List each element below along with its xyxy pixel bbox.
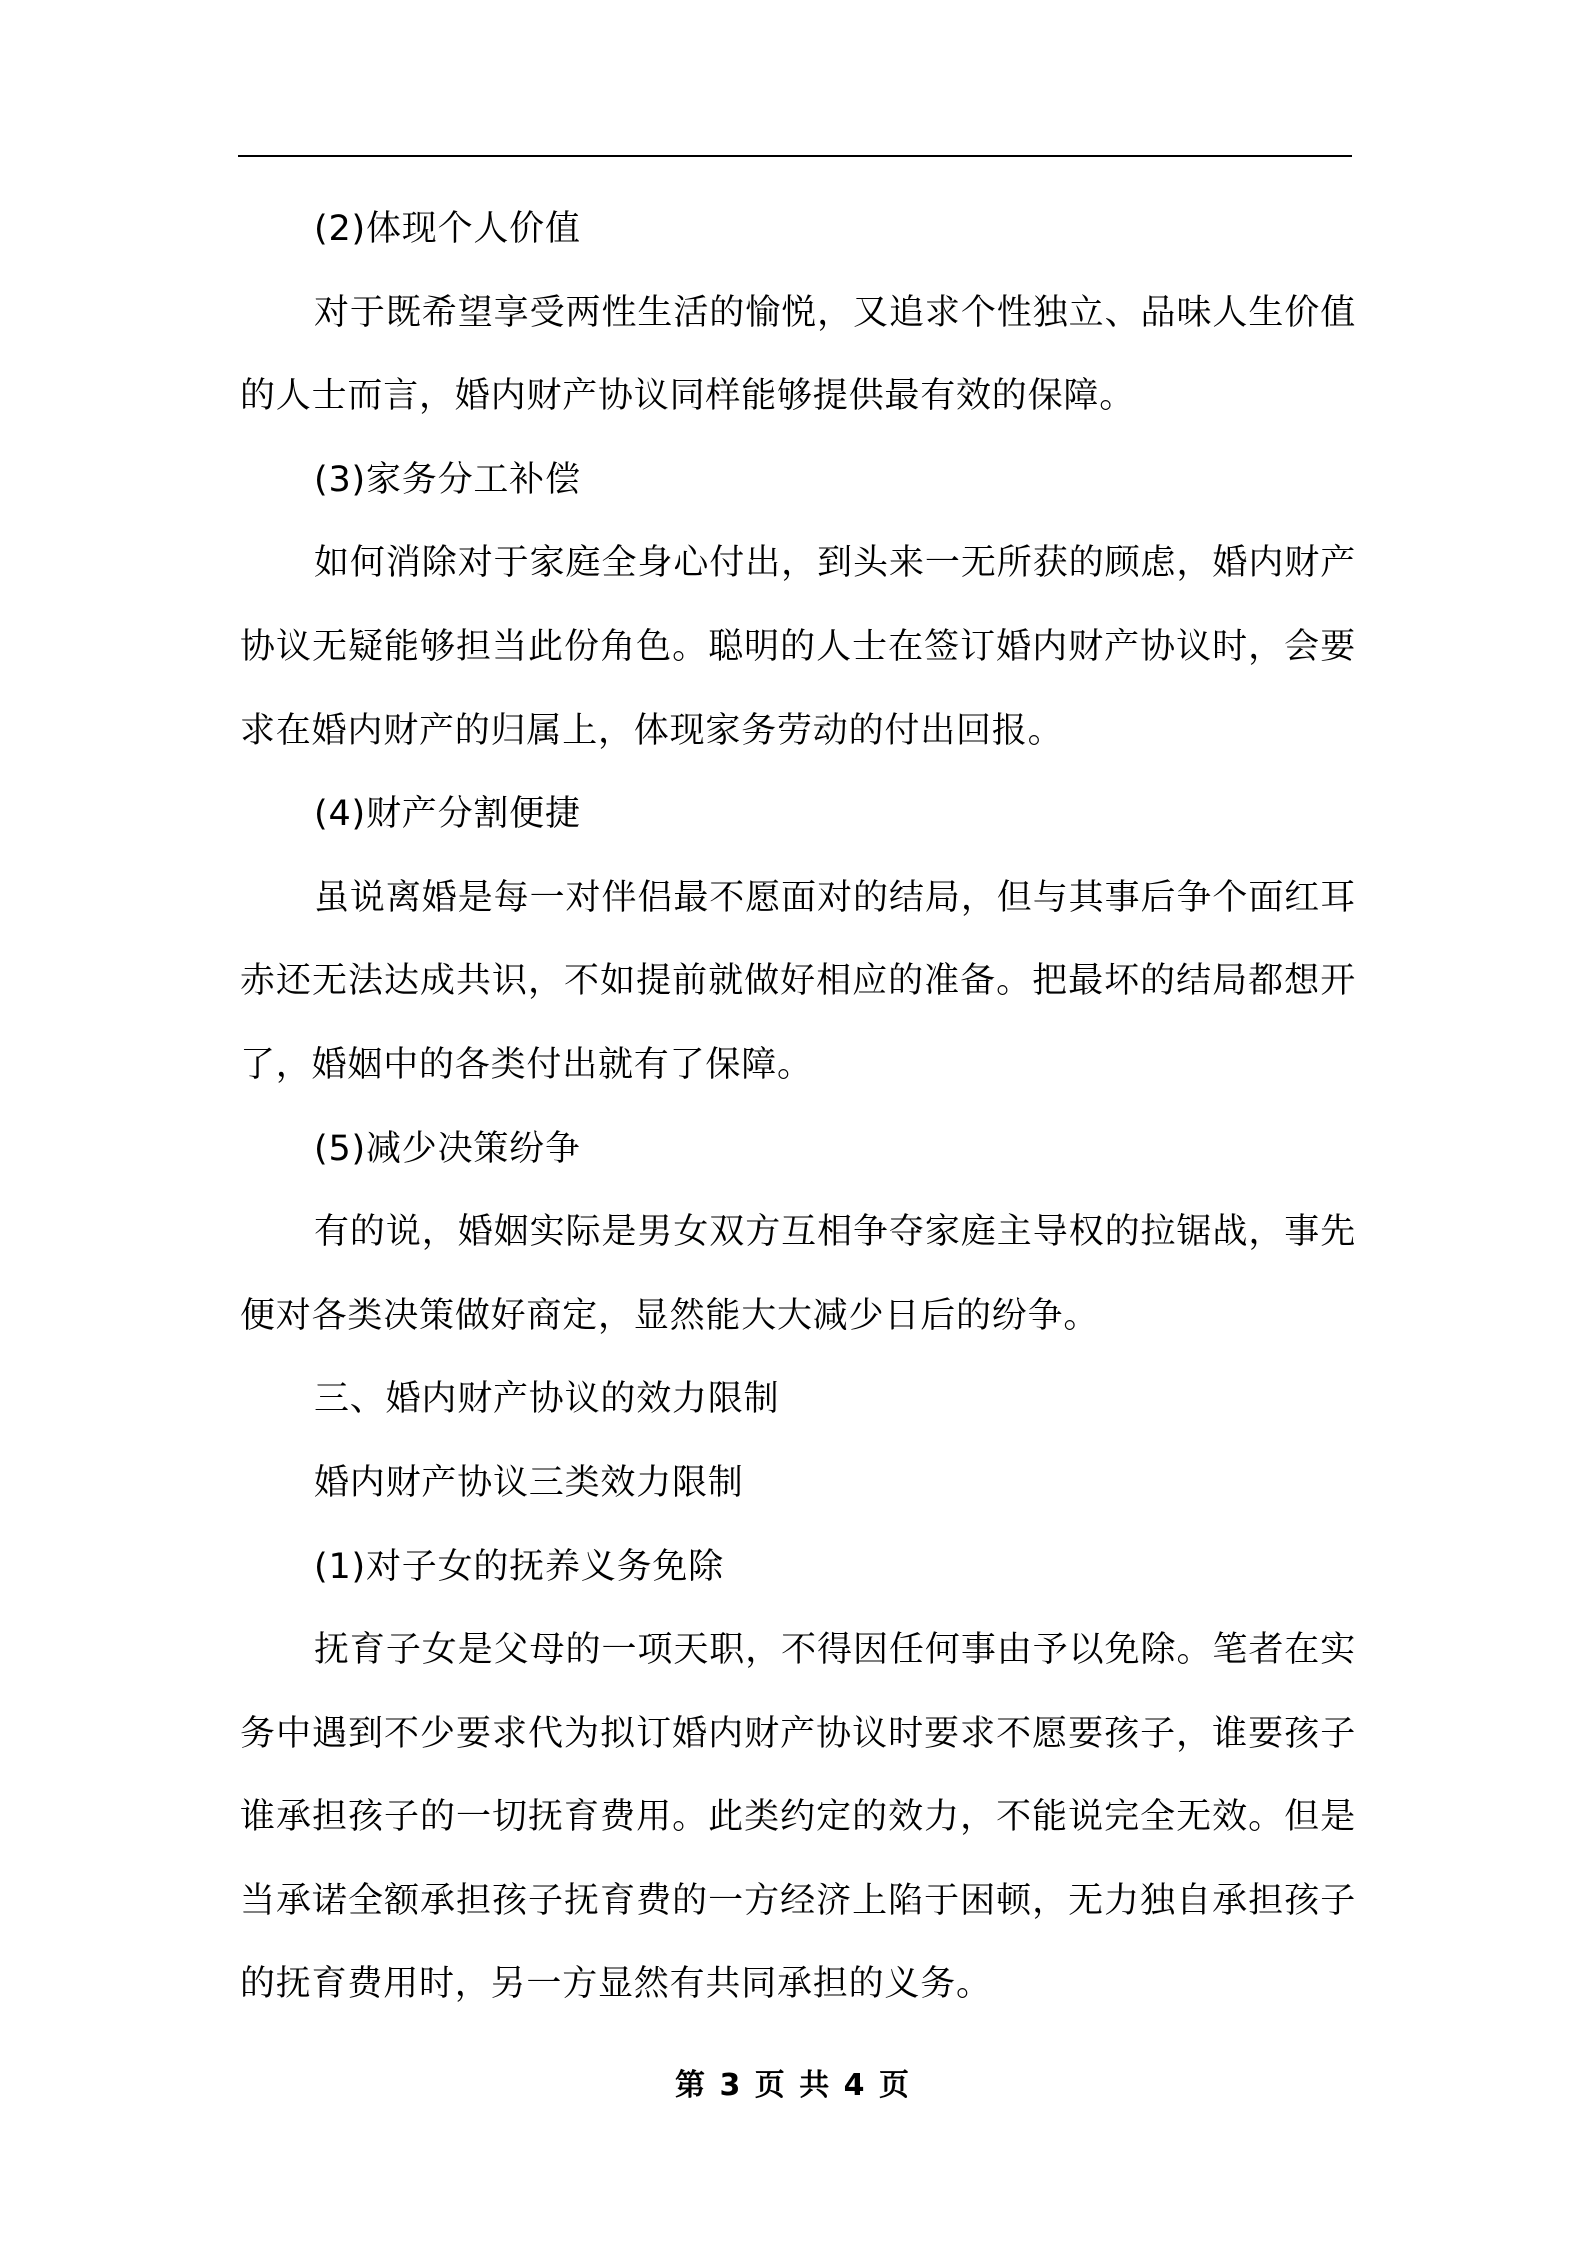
- paragraph: 有的说，婚姻实际是男女双方互相争夺家庭主导权的拉锯战，事先便对各类决策做好商定，显然能大大减少日后的纷争。: [240, 1212, 1356, 1336]
- paragraph: 抚育子女是父母的一项天职，不得因任何事由予以免除。笔者在实务中遇到不少要求代为拟订婚内财产协议时要求不愿要孩子，谁要孩子谁承担孩子的一切抚育费用。此类约定的效力，不能说完全无效。但是当承诺全额承担孩子抚育费的一方经济上陷于困顿，无力独自承担孩子的抚育费用时，另一方显然有共同承担的义务。: [240, 1630, 1356, 2005]
- section-heading: (3)家务分工补偿: [314, 459, 581, 500]
- paragraph: 虽说离婚是每一对伴侣最不愿面对的结局，但与其事后争个面红耳赤还无法达成共识，不如提前就做好相应的准备。把最坏的结局都想开了，婚姻中的各类付出就有了保障。: [240, 877, 1356, 1085]
- paragraph: 如何消除对于家庭全身心付出，到头来一无所获的顾虑，婚内财产协议无疑能够担当此份角色。聪明的人士在签订婚内财产协议时，会要求在婚内财产的归属上，体现家务劳动的付出回报。: [240, 543, 1356, 751]
- section-heading: (1)对子女的抚养义务免除: [314, 1546, 724, 1587]
- section-heading: (2)体现个人价值: [314, 209, 581, 249]
- section-heading: 三、婚内财产协议的效力限制: [314, 1379, 780, 1420]
- section-heading: 婚内财产协议三类效力限制: [314, 1462, 744, 1503]
- document-body: [240, 188, 1356, 2027]
- paragraph: 对于既希望享受两性生活的愉悦，又追求个性独立、品味人生价值的人士而言，婚内财产协议同样能够提供最有效的保障。: [240, 292, 1356, 417]
- section-heading: (4)财产分割便捷: [314, 794, 581, 835]
- header-rule: [238, 155, 1352, 157]
- section-heading: (5)减少决策纷争: [314, 1128, 581, 1169]
- page-number: 第 3 页 共 4 页: [675, 2068, 911, 2103]
